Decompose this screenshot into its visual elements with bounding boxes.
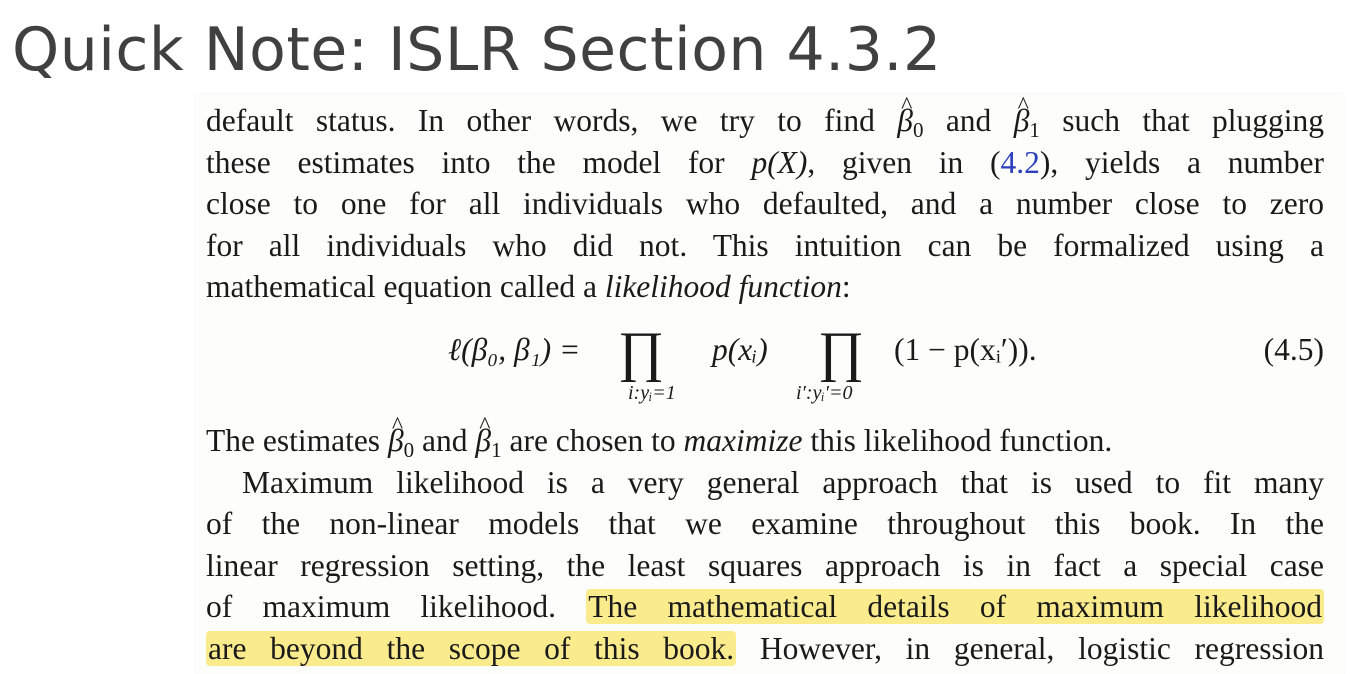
highlighted-text: The mathematical details of maximum likelihood [588, 589, 1322, 624]
paragraph-likelihood-intro [206, 100, 1324, 308]
beta-hat-1: ^ β [1014, 100, 1030, 142]
product-symbol: ∏ [618, 321, 665, 383]
product-index-1: i:yᵢ=1 [628, 382, 676, 404]
text-line: The estimates ^ $\beta_0$ and ^ $\beta_1$ are chosen to maximize this likelihood function. [206, 420, 1324, 462]
text-line: for all individuals who did not. This intuition can be formalized using a [206, 227, 1324, 263]
book-page-excerpt [196, 94, 1344, 674]
term-likelihood-function: likelihood function [604, 269, 842, 304]
text-line: close to one for all individuals who defaulted, and a number close to zero [206, 186, 1324, 221]
beta-hat-0: ^ β [897, 100, 913, 142]
equation-factor-2: (1 − p(xᵢ′)). [894, 332, 1037, 367]
beta-hat-1: ^ β [475, 420, 491, 462]
text-line: of the non-linear models that we examine throughout this book. In the [206, 506, 1324, 541]
equation-4-5 [196, 321, 1344, 416]
text-line: of maximum likelihood. The mathematical details of maximum likelihood [206, 589, 1322, 624]
paragraph-maximum-likelihood [206, 420, 1324, 669]
equation-number: (4.5) [1263, 332, 1324, 367]
text-line: mathematical equation called a likelihood function: [206, 269, 851, 304]
product-symbol: ∏ [818, 321, 865, 383]
highlighted-text: are beyond the scope of this book. [208, 630, 735, 666]
product-index-2: i′:yᵢ′=0 [796, 382, 853, 404]
text-line: are beyond the scope of this book. However, in general, logistic regression [208, 630, 1324, 666]
beta-hat-0: ^ β [388, 420, 404, 462]
equation-ref-link[interactable]: 4.2 [1000, 144, 1040, 180]
text-line: default status. In other words, we try to find ^ $\beta_0$ and ^ $\beta_1$ such that plugging [206, 100, 1324, 142]
text-line: linear regression setting, the least squares approach is in fact a special case [206, 547, 1324, 583]
slide-title: Quick Note: ISLR Section 4.3.2 [12, 15, 942, 85]
text-line: these estimates into the model for p(X), given in (4.2), yields a number [206, 144, 1325, 180]
equation-factor-1: p(xᵢ) [712, 332, 768, 367]
text-line: Maximum likelihood is a very general approach that is used to fit many [242, 464, 1324, 500]
equation-lhs: ℓ(β₀, β₁) = [448, 332, 581, 367]
